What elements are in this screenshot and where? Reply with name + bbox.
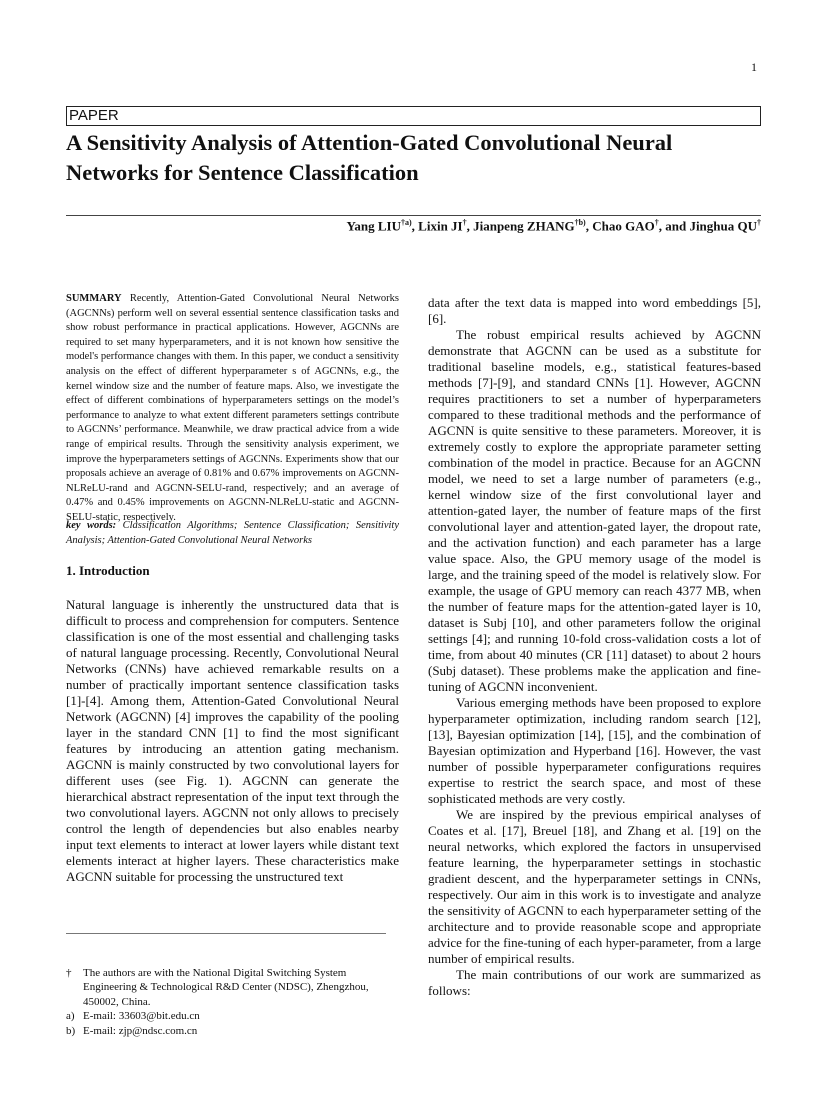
author-affiliation-mark: † xyxy=(757,218,761,227)
footnotes xyxy=(66,966,396,1038)
author-name: Lixin JI xyxy=(418,218,463,234)
footnote-mark: b) xyxy=(66,1024,76,1037)
author-affiliation-mark: † xyxy=(654,218,659,227)
right-column-body xyxy=(428,295,761,999)
title-divider xyxy=(66,215,761,216)
author-separator: , xyxy=(585,218,593,234)
body-paragraph: The main contributions of our work are summarized as follows: xyxy=(428,967,761,998)
body-paragraph: data after the text data is mapped into word embeddings [5], [6]. xyxy=(428,295,761,326)
author-name: Jinghua QU xyxy=(689,218,757,234)
footnote-text: The authors are with the National Digital Switching System Engineering & Technological R&D Center (NDSC), Zhengzhou, 450002, China. xyxy=(83,967,369,1008)
footnote-mark: † xyxy=(66,967,72,979)
paper-title: A Sensitivity Analysis of Attention-Gated Convolutional Neural Networks for Sentence Classification xyxy=(66,130,673,185)
body-paragraph: We are inspired by the previous empirical analyses of Coates et al. [17], Breuel [18], and Zhang et al. [19] on the neural networks, which explored the factors in unsupervised feature learning, the hyperparameter settings in stochastic gradient descent, and the hyperparameter settings in CNNs, respectively. Our aim in this work is to investigate and analyze the sensitivity of AGCNN to each hyperparameter setting of the architecture and to provide reasonable scope and appropriate advice for the fine-tuning of each hyper-parameter, from a large number of empirical results. xyxy=(428,807,761,966)
page-number: 1 xyxy=(751,60,757,74)
introduction-paragraph: Natural language is inherently the unstructured data that is difficult to process and comprehension for computers. Sentence classification is one of the most essential and challenging tasks of natural language processing. Recently, Convolutional Neural Networks (CNNs) have achieved remarkable results on a number of practically important sentence classification tasks [1]-[4]. Among them, Attention-Gated Convolutional Neural Network (AGCNN) [4] improves the capability of the pooling layer in the standard CNN [1] to find the most significant features by introducing an attention gating mechanism. AGCNN is mainly constructed by two convolutional layers for different uses (see Fig. 1). AGCNN can generate the hierarchical abstract representation of the input text through the two convolutional layers. AGCNN not only allows to precisely control the length of dependencies but also enables nearby input text elements to interact at lower layers while distant text elements interact at higher layers. These characteristics make AGCNN suitable for processing the unstructured text xyxy=(66,597,399,884)
body-paragraph: Various emerging methods have been proposed to explore hyperparameter optimization, including random search [12], [13], Bayesian optimization [14], [15], and the combination of Bayesian optimization and Hyperband [16]. However, the vast number of possible hyperparameter configurations requires expertise to restrict the search space, and most of these sophisticated methods are very costly. xyxy=(428,695,761,806)
author-name: Chao GAO xyxy=(592,218,655,234)
keywords xyxy=(66,519,399,548)
author-affiliation-mark: †b) xyxy=(574,218,586,227)
footnote-affiliation xyxy=(66,966,396,1009)
abstract xyxy=(66,292,399,526)
footnote-email-a xyxy=(66,1009,396,1023)
footnote-email-b xyxy=(66,1024,396,1038)
abstract-text: Recently, Attention-Gated Convolutional Neural Networks (AGCNNs) perform well on several essential sentence classification tasks and show robust performance in practical applications. However, AGCNNs are required to set many hyperparameters, and it is not known how sensitive the model's performance changes with them. In this paper, we conduct a sensitivity analysis on the effect of different hyperparameter s of AGCNNs, e.g., the kernel window size and the number of feature maps. Also, we investigate the effect of different combinations of hyperparameters settings on the model’s performance to analyze to what extent different parameters settings contribute to AGCNNs’ performance. Meanwhile, we draw practical advice from a wide range of empirical results. Through the sensitivity analysis experiment, we improve the hyperparameters settings of AGCNNs. Experiments show that our proposals achieve an average of 0.81% and 0.67% improvements on AGCNN-NLReLU-rand and AGCNN-SELU-rand, respectively; and an average of 0.47% and 0.45% improvements on AGCNN-NLReLU-static and AGCNN-SELU-static, respectively. xyxy=(66,293,400,523)
keywords-text: Classification Algorithms; Sentence Classification; Sensitivity Analysis; Attention-Gated Convolutional Neural Networks xyxy=(66,520,399,546)
author-affiliation-mark: †a) xyxy=(401,218,412,227)
section-heading-introduction: 1. Introduction xyxy=(66,563,150,578)
author-separator: , and xyxy=(658,218,690,234)
author-name: Jianpeng ZHANG xyxy=(473,218,575,234)
section-label: PAPER xyxy=(66,106,761,126)
author-list xyxy=(346,218,761,234)
footnote-divider xyxy=(66,933,386,934)
author-name: Yang LIU xyxy=(346,218,401,234)
author-separator: , xyxy=(466,218,474,234)
author-separator: , xyxy=(411,218,419,234)
body-paragraph: The robust empirical results achieved by AGCNN demonstrate that AGCNN can be used as a substitute for traditional baseline models, e.g., statistical features-based methods [7]-[9], and standard CNNs [1]. However, AGCNN requires practitioners to set a number of hyperparameters compared to these traditional methods and the performance of AGCNN is quite sensitive to these parameters. Moreover, it is extremely costly to explore the appropriate parameter setting combination of the model in practice. Because for an AGCNN model, we need to set a large number of parameters (e.g., kernel window size of the first convolutional layer and attention-gated layer, the number of feature maps of the first convolutional layer and attention-gated layer, the dropout rate, and the activation function) and each parameter has a large value space. Also, the GPU memory usage of the model is large, and the training speed of the model is relatively slow. For example, the usage of GPU memory can reach 4377 MB, when the number of feature maps for the attention-gated layer is 10, dataset is Subj [10], and other parameters follow the original settings [4]; and running 10-fold cross-validation costs a lot of time, from about 40 minutes (CR [11] dataset) to about 2 hours (Subj dataset). These problems make the application and fine-tuning of AGCNN inconvenient. xyxy=(428,327,761,694)
author-affiliation-mark: † xyxy=(462,218,467,227)
footnote-text: E-mail: 33603@bit.edu.cn xyxy=(83,1010,200,1023)
footnote-text: E-mail: zjp@ndsc.com.cn xyxy=(83,1024,198,1037)
keywords-label: key words: xyxy=(66,520,117,531)
footnote-mark: a) xyxy=(66,1010,75,1023)
abstract-label: SUMMARY xyxy=(66,293,122,304)
